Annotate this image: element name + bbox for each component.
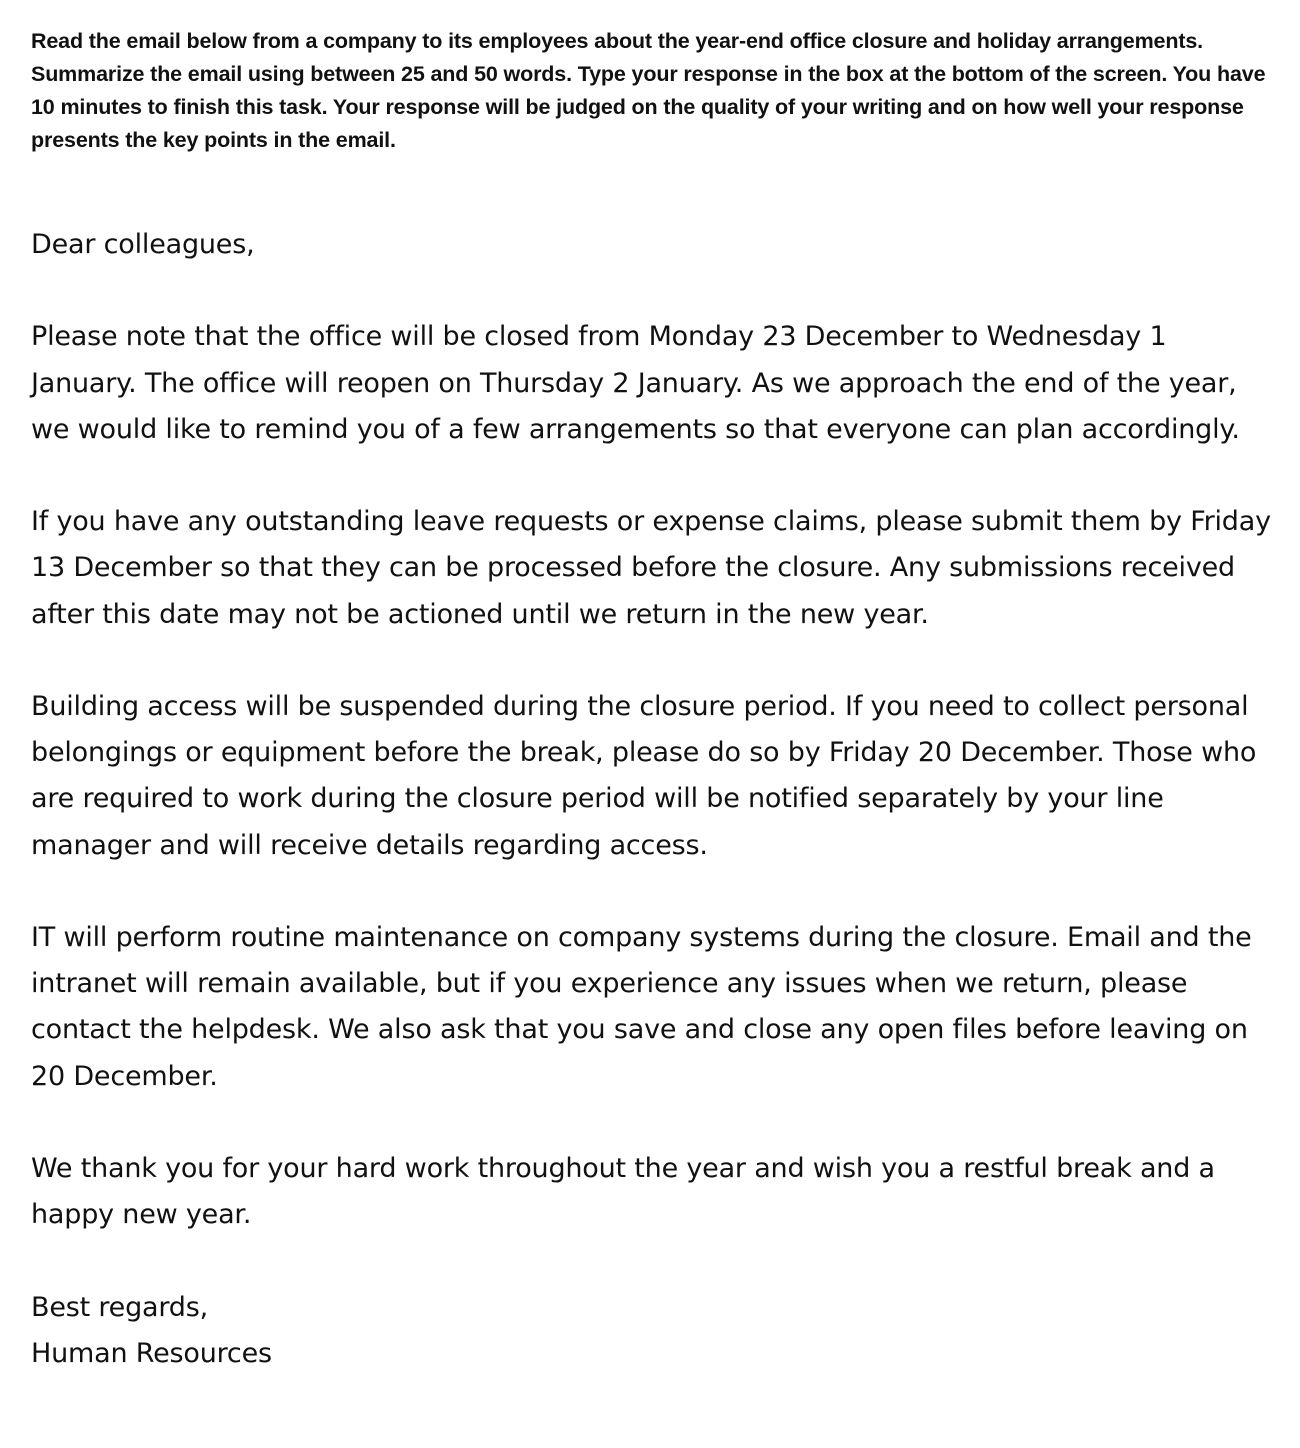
email-paragraph-leave-expenses: If you have any outstanding leave requests or expense claims, please submit them by Friday 13 December so that they can be processed before the closure. Any submissions received after this date may not be actioned until we return in the new year. — [31, 506, 1271, 630]
task-instructions: Read the email below from a company to its employees about the year-end office closure and holiday arrangements. Summarize the email using between 25 and 50 words. Type your response in the box at the bottom of the screen. You have 10 minutes to finish this task. Your response will be judged on the quality of your writing and on how well your response presents the key points in the email. — [31, 29, 1266, 152]
email-paragraph-closure-dates: Please note that the office will be closed from Monday 23 December to Wednesday 1 January. The office will reopen on Thursday 2 January. As we approach the end of the year, we would like to remind you of a few arrangements so that everyone can plan accordingly. — [31, 321, 1240, 445]
email-signature: Human Resources — [31, 1337, 272, 1369]
email-body — [31, 222, 1276, 1377]
email-paragraph-thanks: We thank you for your hard work throughout the year and wish you a restful break and a happy new year. — [31, 1152, 1215, 1231]
email-paragraph-it-maintenance: IT will perform routine maintenance on company systems during the closure. Email and the intranet will remain available, but if you experience any issues when we return, please contact the helpdesk. We also ask that you save and close any open files before leaving on 20 December. — [31, 921, 1252, 1092]
email-signoff: Best regards, — [31, 1291, 208, 1323]
email-salutation: Dear colleagues, — [31, 229, 255, 260]
email-paragraph-building-access: Building access will be suspended during the closure period. If you need to collect personal belongings or equipment before the break, please do so by Friday 20 December. Those who are required to work during the closure period will be notified separately by your line manager and will receive details regarding access. — [31, 690, 1257, 861]
